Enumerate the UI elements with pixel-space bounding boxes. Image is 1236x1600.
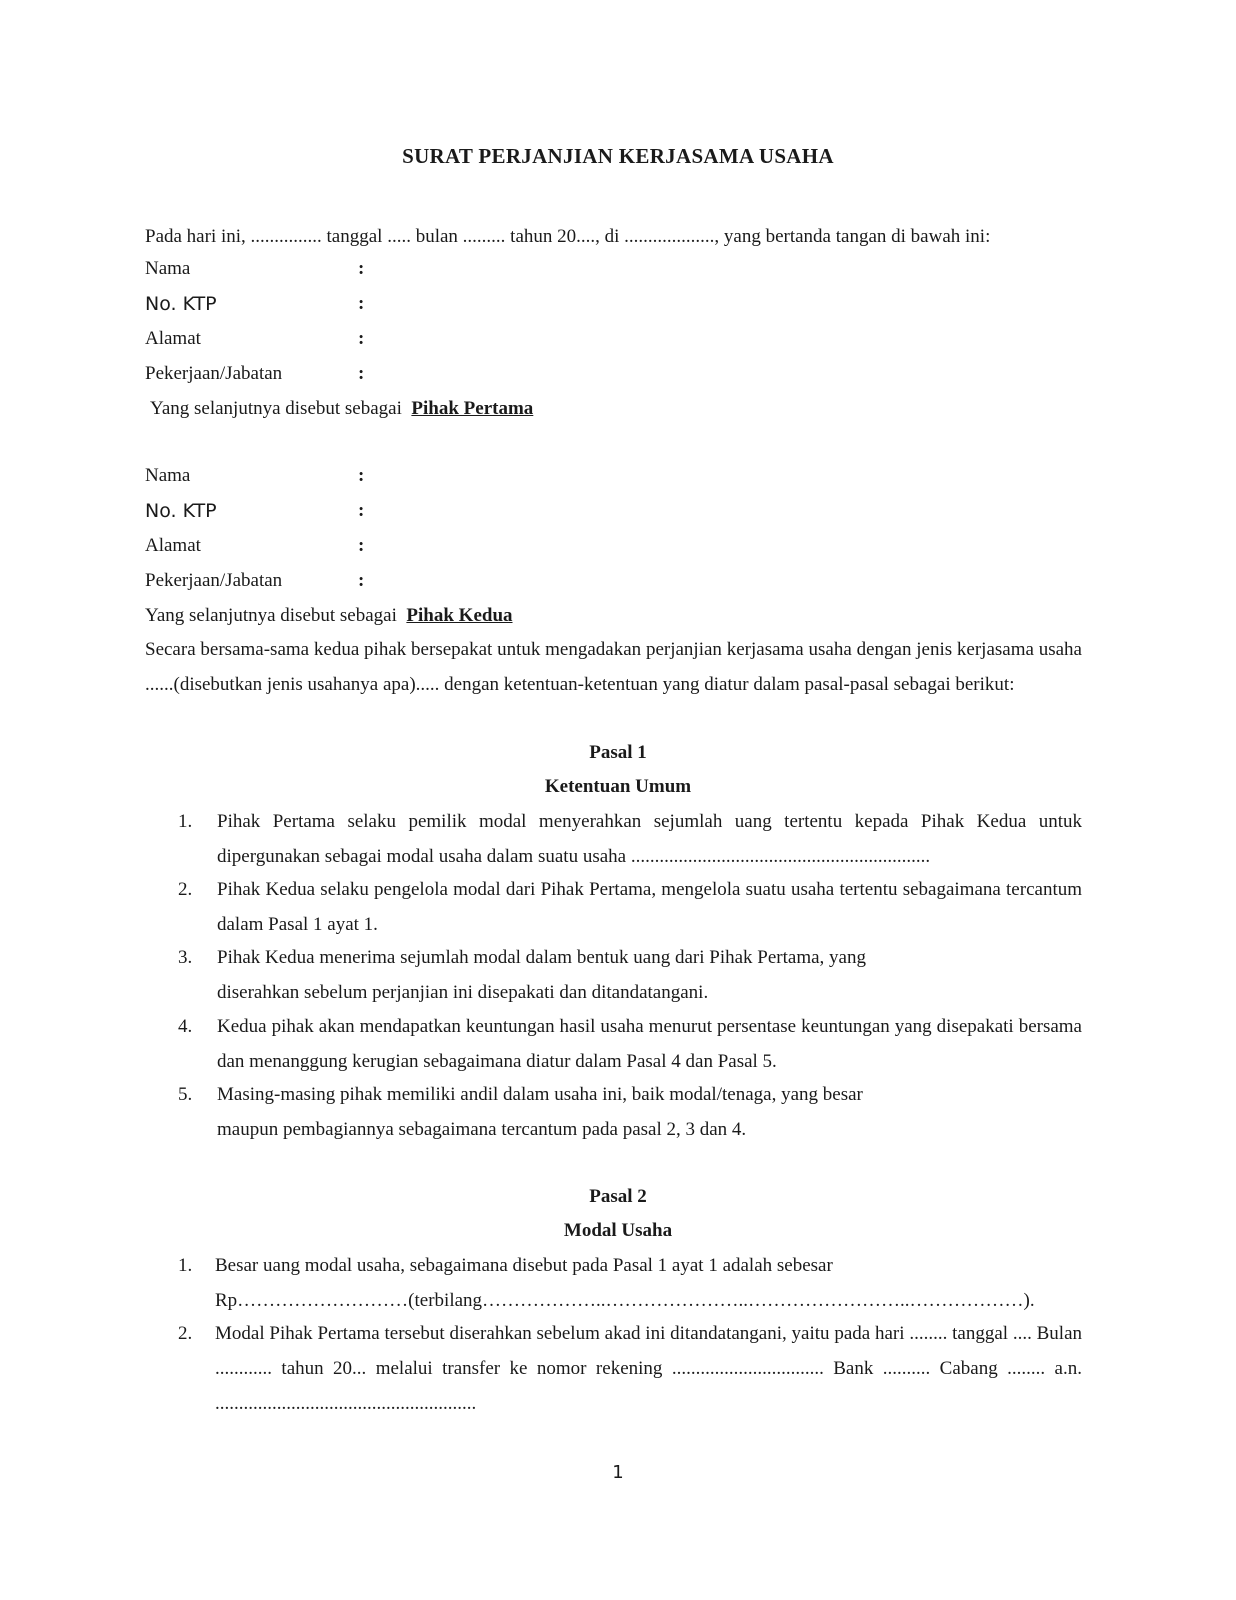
field-label: No. KTP [145, 500, 217, 522]
field-colon: : [358, 570, 365, 591]
field-colon: : [358, 293, 365, 314]
pasal2-item-1 [178, 1248, 1082, 1318]
field-colon: : [358, 363, 365, 384]
item-number: 4. [178, 1016, 193, 1037]
pasal2-title: Modal Usaha [563, 1220, 673, 1241]
designation-prefix: Yang selanjutnya disebut sebagai [145, 605, 397, 626]
field-label: Pekerjaan/Jabatan [145, 570, 283, 591]
item-number: 1. [178, 1255, 193, 1276]
field-colon: : [358, 500, 365, 521]
field-label: Alamat [145, 535, 201, 556]
party2-designation [145, 604, 513, 628]
field-label: Pekerjaan/Jabatan [145, 363, 283, 384]
field-colon: : [358, 535, 365, 556]
item-text-block [215, 1248, 1082, 1318]
item-line-2: Rp………………………(terbilang………………..…………………..……………………..………………). [215, 1290, 1035, 1311]
pasal2-item-2 [178, 1316, 1082, 1421]
pasal1-item-4 [178, 1009, 1082, 1079]
field-colon: : [358, 465, 365, 486]
field-colon: : [358, 328, 365, 349]
item-line-1: Masing-masing pihak memiliki andil dalam usaha ini, baik modal/tenaga, yang besar [217, 1084, 863, 1105]
item-number: 5. [178, 1084, 193, 1105]
designation-prefix: Yang selanjutnya disebut sebagai [150, 398, 402, 419]
intro-line: Pada hari ini, ............... tanggal ..... bulan ......... tahun 20...., di ..................., yang bertanda tangan di bawah ini: [145, 226, 991, 247]
item-number: 3. [178, 947, 193, 968]
field-label: No. KTP [145, 293, 217, 315]
item-text: Pihak Kedua selaku pengelola modal dari Pihak Pertama, mengelola suatu usaha tertentu sebagaimana tercantum dalam Pasal 1 ayat 1. [217, 879, 1082, 935]
agreement-paragraph: Secara bersama-sama kedua pihak bersepakat untuk mengadakan perjanjian kerjasama usaha dengan jenis kerjasama usaha ......(disebutkan jenis usahanya apa)..... dengan ketentuan-ketentuan yang diatur dalam pasal-pasal sebagai berikut: [145, 639, 1082, 695]
pasal2-number: Pasal 2 [589, 1186, 647, 1207]
item-line-1: Besar uang modal usaha, sebagaimana disebut pada Pasal 1 ayat 1 adalah sebesar [215, 1255, 833, 1276]
pasal1-item-2 [178, 872, 1082, 942]
pasal1-item-3 [178, 940, 1082, 1010]
item-number: 1. [178, 811, 193, 832]
item-text-block [217, 1077, 1082, 1147]
item-line-2: diserahkan sebelum perjanjian ini disepakati dan ditandatangani. [217, 982, 709, 1003]
field-label: Nama [145, 465, 191, 486]
item-line-1: Pihak Kedua menerima sejumlah modal dalam bentuk uang dari Pihak Pertama, yang [217, 947, 866, 968]
item-text: Modal Pihak Pertama tersebut diserahkan sebelum akad ini ditandatangani, yaitu pada hari ........ tanggal .... Bulan ............ tahun 20... melalui transfer ke nomor rekening ................................ Bank .......... Cabang ........ a.n. ....................................................... [215, 1323, 1082, 1414]
designation-name: Pihak Pertama [411, 398, 534, 419]
item-number: 2. [178, 879, 193, 900]
field-label: Nama [145, 258, 191, 279]
pasal1-title: Ketentuan Umum [544, 776, 692, 797]
item-text: Pihak Pertama selaku pemilik modal menyerahkan sejumlah uang tertentu kepada Pihak Kedua untuk dipergunakan sebagai modal usaha dalam suatu usaha ............................................................... [217, 811, 1082, 867]
pasal1-item-5 [178, 1077, 1082, 1147]
document-title: SURAT PERJANJIAN KERJASAMA USAHA [402, 144, 834, 168]
item-line-2: maupun pembagiannya sebagaimana tercantum pada pasal 2, 3 dan 4. [217, 1119, 747, 1140]
item-number: 2. [178, 1323, 193, 1344]
page-number: 1 [612, 1462, 624, 1483]
pasal1-item-1 [178, 804, 1082, 874]
pasal1-number: Pasal 1 [589, 742, 647, 763]
party1-designation [150, 397, 533, 421]
designation-name: Pihak Kedua [406, 605, 513, 626]
field-label: Alamat [145, 328, 201, 349]
item-text-block [217, 940, 1082, 1010]
field-colon: : [358, 258, 365, 279]
item-text: Kedua pihak akan mendapatkan keuntungan hasil usaha menurut persentase keuntungan yang disepakati bersama dan menanggung kerugian sebagaimana diatur dalam Pasal 4 dan Pasal 5. [217, 1016, 1082, 1072]
